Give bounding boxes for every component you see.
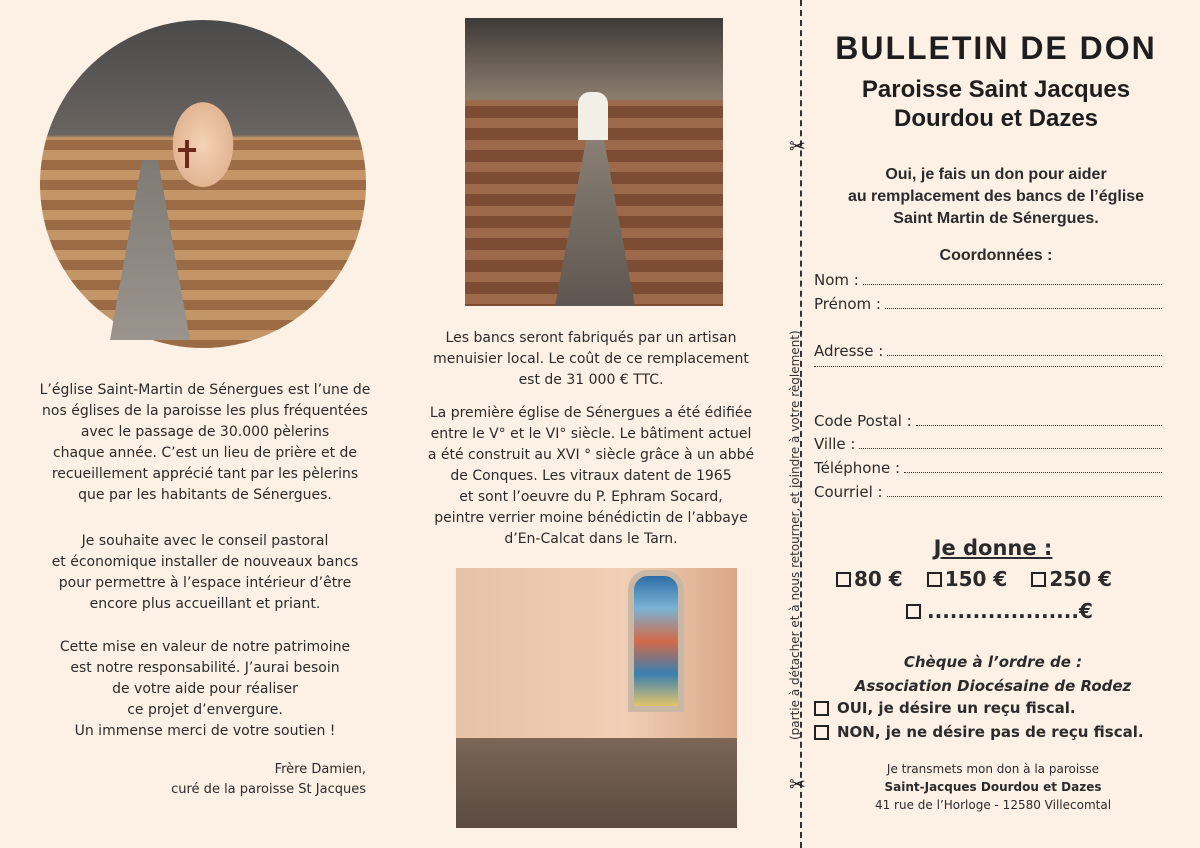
amount-80-option[interactable] (836, 567, 903, 591)
chapel-floor (456, 738, 737, 828)
text-line: menuisier local. Le coût de ce remplacement (433, 351, 749, 367)
text-line: est de 31 000 € TTC. (518, 372, 664, 388)
amount-label: 80 € (854, 567, 903, 591)
text-line: avec le passage de 30.000 pèlerins (80, 424, 330, 440)
field-label: Téléphone : (814, 459, 901, 477)
intro-line: Oui, je fais un don pour aider (885, 166, 1107, 183)
text-line: Un immense merci de votre soutien ! (74, 723, 336, 739)
text-line: de Conques. Les vitraux datent de 1965 (450, 468, 732, 484)
coordinates-heading: Coordonnées : (939, 247, 1053, 264)
heritage-paragraph (30, 637, 380, 742)
text-line: de votre aide pour réaliser (112, 681, 298, 697)
signature-title: curé de la paroisse St Jacques (171, 782, 366, 797)
field-label: Ville : (814, 435, 856, 453)
field-label: Code Postal : (814, 412, 912, 430)
other-amount-line: ....................€ (927, 599, 1093, 623)
amount-options (836, 567, 1112, 591)
text-line: encore plus accueillant et priant. (89, 596, 321, 612)
amount-150-option[interactable] (927, 567, 1008, 591)
phone-field[interactable] (814, 459, 1162, 477)
receipt-yes-label: OUI, je désire un reçu fiscal. (837, 699, 1076, 717)
parish-line: Dourdou et Dazes (893, 105, 1099, 132)
checkbox[interactable] (1031, 572, 1046, 587)
field-label: Nom : (814, 271, 859, 289)
church-interior-photo (40, 20, 366, 348)
form-title: BULLETIN DE DON (835, 30, 1157, 66)
footer-line: Je transmets mon don à la paroisse (886, 762, 1100, 776)
city-field[interactable] (814, 435, 1162, 453)
amount-label: 150 € (944, 567, 1008, 591)
text-line: et économique installer de nouveaux bancs (51, 554, 359, 570)
fill-line[interactable] (916, 412, 1162, 426)
field-label: Courriel : (814, 483, 883, 501)
text-line: que par les habitants de Sénergues. (78, 487, 332, 503)
fill-line[interactable] (904, 459, 1162, 473)
intro-paragraph (30, 380, 380, 506)
text-line: Cette mise en valeur de notre patrimoine (59, 639, 351, 655)
footer-line: 41 rue de l’Horloge - 12580 Villecomtal (874, 798, 1112, 812)
fill-line[interactable] (814, 366, 1162, 367)
crucifix-arm (178, 148, 196, 152)
postal-code-field[interactable] (814, 412, 1162, 430)
checkbox[interactable] (814, 725, 829, 740)
field-label: Adresse : (814, 342, 884, 360)
signature-name: Frère Damien, (274, 762, 366, 777)
fill-line[interactable] (887, 342, 1162, 356)
text-line: Les bancs seront fabriqués par un artisan (445, 330, 737, 346)
parish-name (810, 75, 1182, 133)
history-paragraph (418, 403, 764, 550)
scissors-icon: ✂ (789, 134, 806, 158)
text-line: d’En-Calcat dans le Tarn. (504, 531, 678, 547)
checkbox[interactable] (927, 572, 942, 587)
detach-note: (partie à détacher et à nous retourner, et joindre à votre règlement) (788, 330, 802, 740)
text-line: Je souhaite avec le conseil pastoral (81, 533, 329, 549)
name-field[interactable] (814, 271, 1162, 289)
first-name-field[interactable] (814, 295, 1162, 313)
other-amount-option[interactable] (906, 599, 1093, 623)
text-line: entre le V° et le VI° siècle. Le bâtiment actuel (430, 426, 752, 442)
parish-line: Paroisse Saint Jacques (861, 76, 1131, 103)
text-line: recueillement apprécié tant par les pèlerins (51, 466, 359, 482)
field-label: Prénom : (814, 295, 881, 313)
cost-paragraph (418, 328, 764, 391)
amount-label: 250 € (1049, 567, 1112, 591)
signature (140, 760, 366, 800)
receipt-no-option[interactable] (814, 723, 1144, 741)
wish-paragraph (30, 531, 380, 615)
text-line: est notre responsabilité. J’aurai besoin (70, 660, 340, 676)
crucifix (185, 140, 189, 168)
checkbox[interactable] (814, 701, 829, 716)
text-line: peintre verrier moine bénédictin de l’abbaye (434, 510, 748, 526)
footer-address (810, 760, 1176, 814)
cheque-payee: Association Diocésaine de Rodez (854, 677, 1132, 695)
email-field[interactable] (814, 483, 1162, 501)
scissors-icon: ✂ (789, 772, 806, 796)
intro-line: au remplacement des bancs de l’église (847, 188, 1145, 205)
stained-glass-window (628, 570, 684, 712)
cheque-label: Chèque à l’ordre de : (903, 653, 1083, 671)
fill-line[interactable] (887, 483, 1162, 497)
text-line: ce projet d’envergure. (127, 702, 283, 718)
receipt-no-label: NON, je ne désire pas de reçu fiscal. (837, 723, 1144, 741)
amount-250-option[interactable] (1031, 567, 1112, 591)
fill-line[interactable] (885, 295, 1162, 309)
checkbox[interactable] (836, 572, 851, 587)
receipt-yes-option[interactable] (814, 699, 1076, 717)
address-line-2[interactable] (814, 366, 1162, 371)
nave-door (578, 92, 608, 140)
footer-line: Saint-Jacques Dourdou et Dazes (884, 780, 1102, 794)
address-field[interactable] (814, 342, 1162, 360)
intro-line: Saint Martin de Sénergues. (893, 210, 1099, 227)
text-line: nos églises de la paroisse les plus fréquentées (42, 403, 368, 419)
text-line: chaque année. C’est un lieu de prière et de (52, 445, 358, 461)
text-line: a été construit au XVI ° siècle grâce à un abbé (427, 447, 755, 463)
checkbox[interactable] (906, 604, 921, 619)
text-line: La première église de Sénergues a été édifiée (429, 405, 753, 421)
text-line: et sont l’oeuvre du P. Ephram Socard, (459, 489, 723, 505)
donation-intro (810, 164, 1182, 230)
donate-heading: Je donne : (933, 536, 1053, 560)
fill-line[interactable] (863, 271, 1162, 285)
text-line: L’église Saint-Martin de Sénergues est l’une de (39, 382, 371, 398)
text-line: pour permettre à l’espace intérieur d’être (58, 575, 352, 591)
fill-line[interactable] (859, 435, 1162, 449)
